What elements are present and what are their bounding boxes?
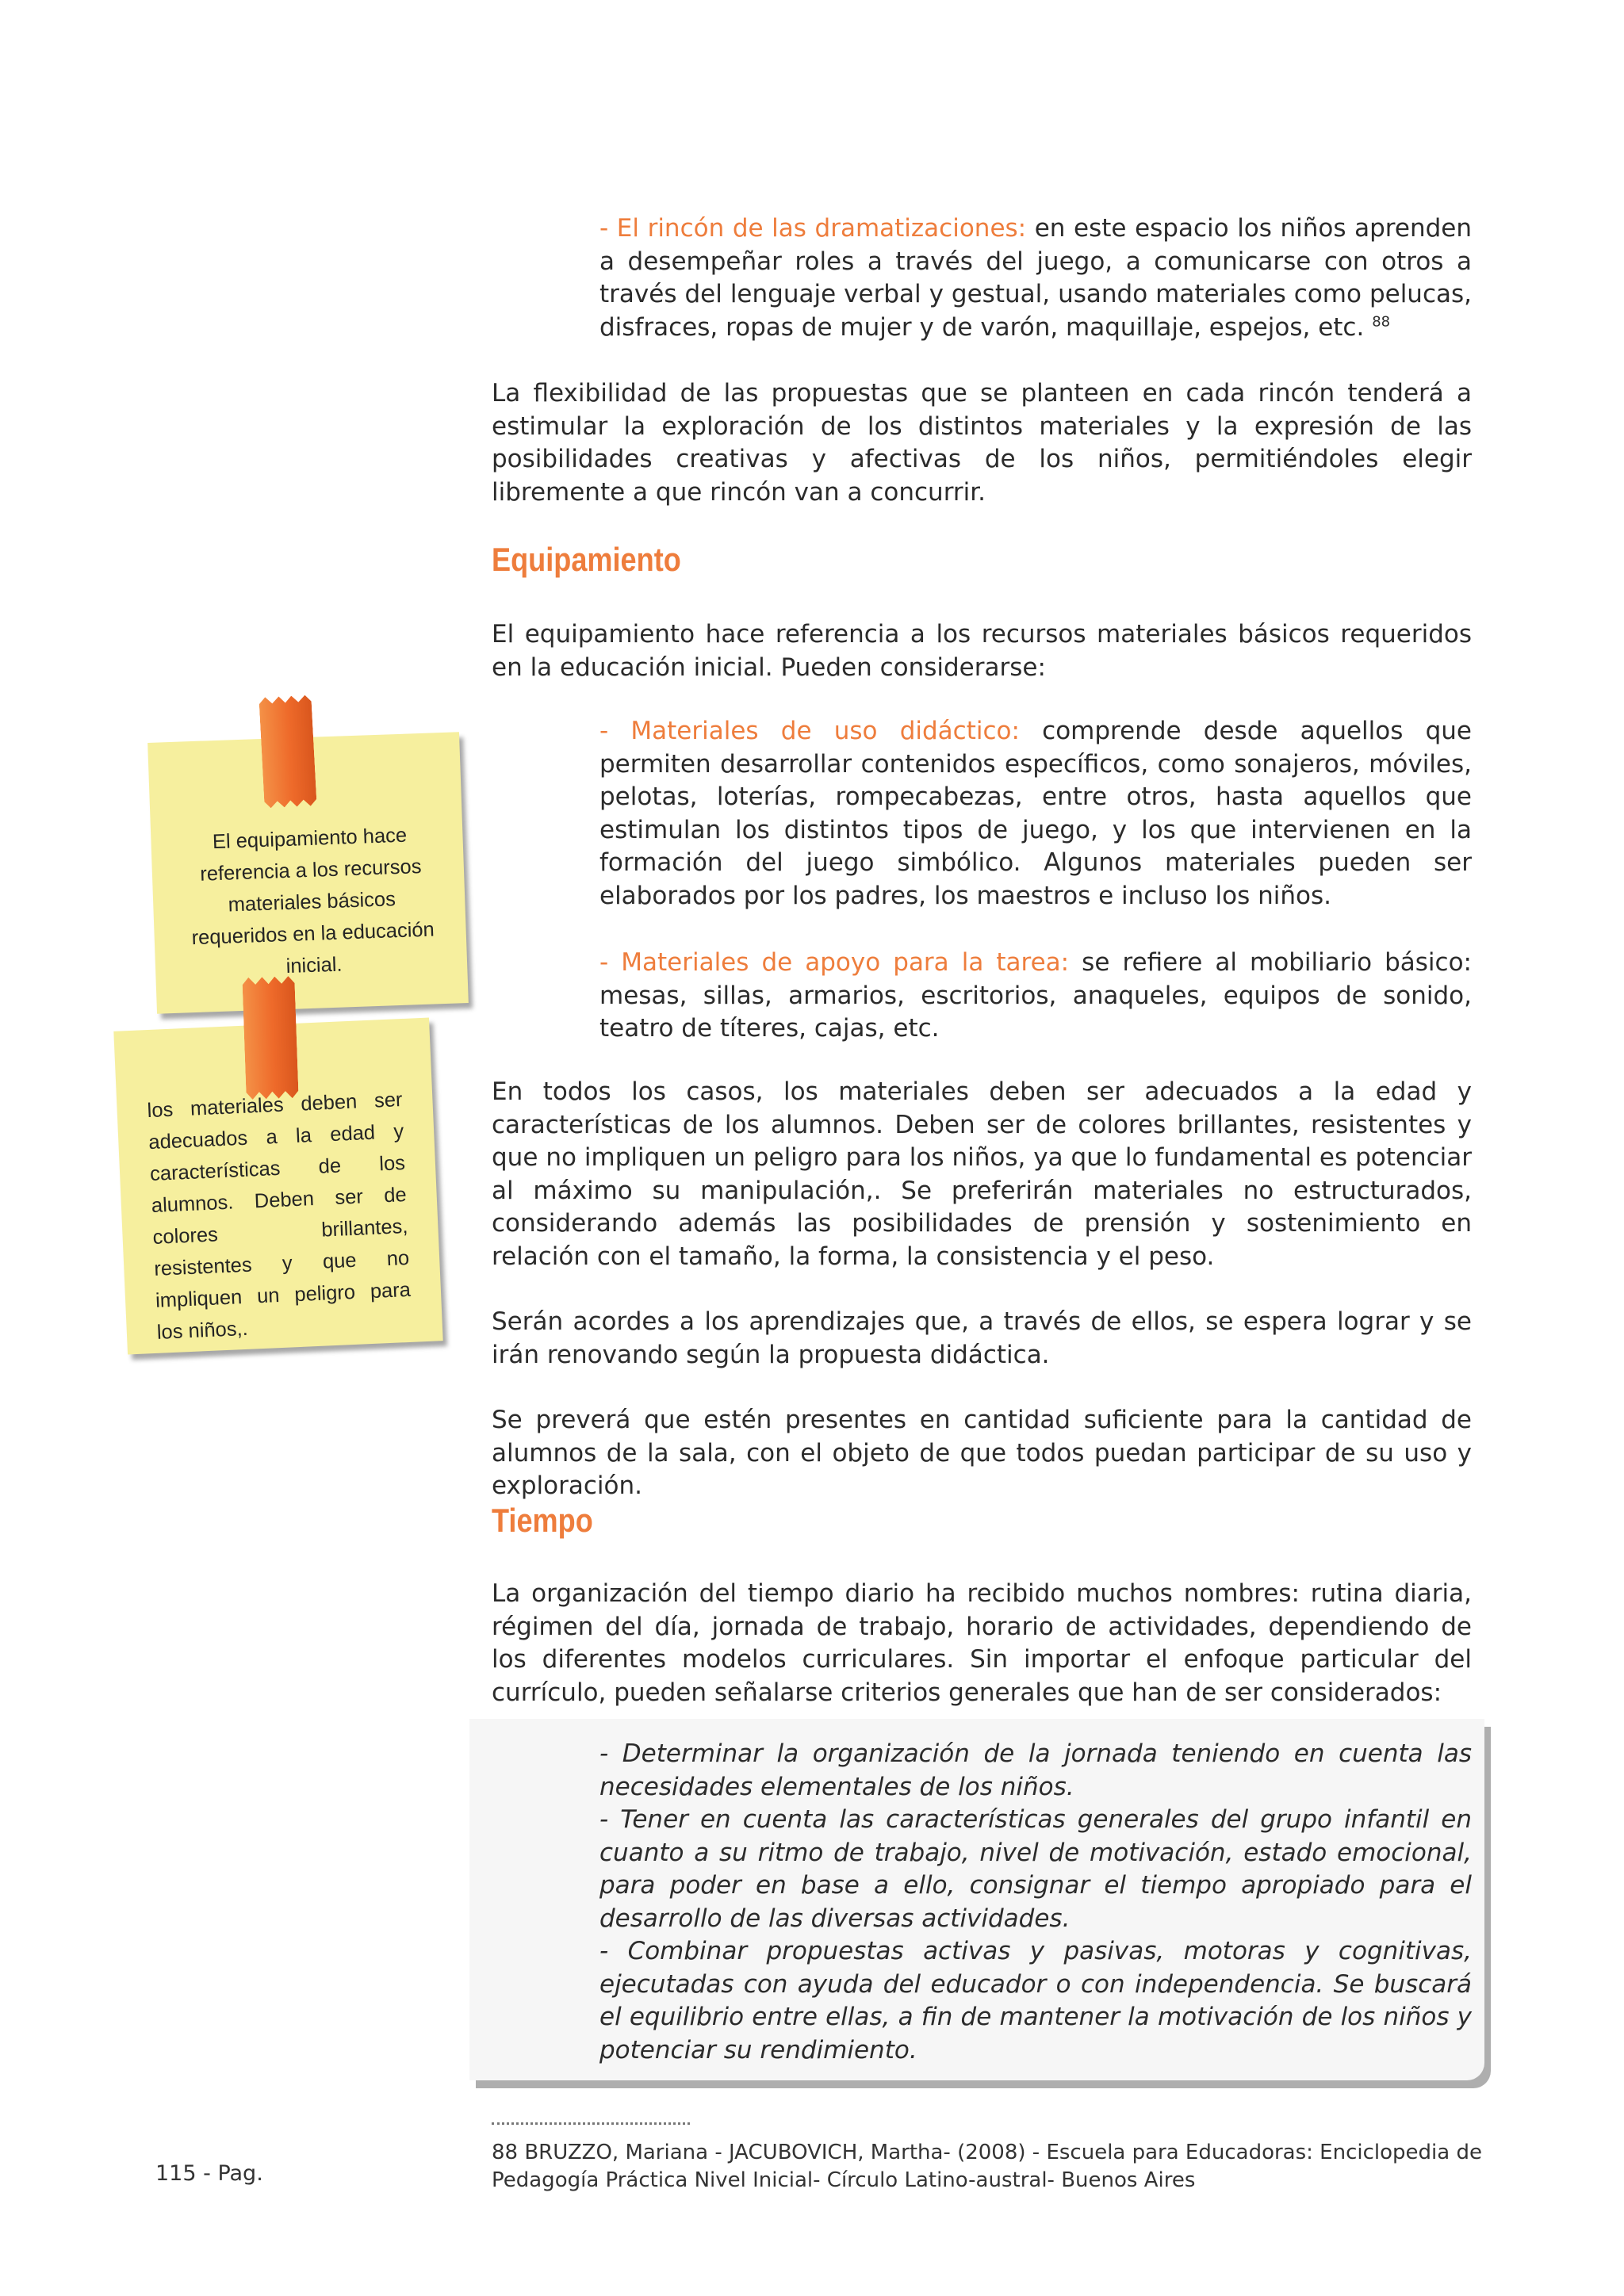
materiales-apoyo-text: se refiere al mobiliario básico: mesas, sillas, armarios, escritorios, anaqueles, equipos de sonido, teatro de títeres, cajas, etc. bbox=[599, 948, 1472, 1043]
equipamiento-intro: El equipamiento hace referencia a los recursos materiales básicos requeridos en la educación inicial. Pueden considerarse: bbox=[492, 620, 1472, 682]
criteria-item: - Tener en cuenta las características generales del grupo infantil en cuanto a su ritmo de trabajo, nivel de motivación, estado emocional, para poder en base a ello, consignar el tiempo apropiado para el desarrollo de las diversas actividades. bbox=[599, 1805, 1472, 1933]
equipamiento-paragraph-1: En todos los casos, los materiales deben ser adecuados a la edad y características de los alumnos. Deben ser de colores brillantes, resistentes y que no impliquen un peligro para los niños, ya que lo fundamental es potenciar al máximo su manipulación,. Se preferirán materiales no estructurados, considerando además las posibilidades de prensión y sostenimiento en relación con el tamaño, la forma, la consistencia y el peso. bbox=[492, 1077, 1472, 1271]
tiempo-intro: La organización del tiempo diario ha recibido muchos nombres: rutina diaria, régimen del día, jornada de trabajo, horario de actividades, dependiendo de los diferentes modelos curriculares. Sin importar el enfoque particular del currículo, pueden señalarse criterios generales que han de ser considerados: bbox=[492, 1579, 1472, 1707]
tape-icon bbox=[242, 976, 298, 1100]
tiempo-heading: Tiempo bbox=[492, 1502, 593, 1539]
dramatizaciones-text: en este espacio los niños aprenden a desempeñar roles a través del juego, a comunicarse con otros a través del lenguaje verbal y gestual, usando materiales como pelucas, disfraces, ropas de mujer y de varón, maquillaje, espejos, etc. bbox=[599, 214, 1472, 342]
dramatizaciones-paragraph bbox=[599, 212, 1472, 344]
footnote: 88 BRUZZO, Mariana - JACUBOVICH, Martha- (2008) - Escuela para Educadoras: Enciclopedia de Pedagogía Práctica Nivel Inicial- Círculo Latino-austral- Buenos Aires bbox=[492, 2141, 1482, 2192]
flexibilidad-paragraph: La flexibilidad de las propuestas que se planteen en cada rincón tenderá a estimular la exploración de los distintos materiales y la expresión de las posibilidades creativas y afectivas de los niños, permitiéndoles elegir libremente a que rincón van a concurrir. bbox=[492, 379, 1472, 507]
materiales-didactico-label: - Materiales de uso didáctico: bbox=[599, 717, 1020, 745]
equipamiento-paragraph-2: Serán acordes a los aprendizajes que, a través de ellos, se espera lograr y se irán renovando según la propuesta didáctica. bbox=[492, 1307, 1472, 1369]
materiales-apoyo-item bbox=[599, 947, 1472, 1046]
materiales-didactico-text: comprende desde aquellos que permiten desarrollar contenidos específicos, como sonajeros, móviles, pelotas, loterías, rompecabezas, entre otros, hasta aquellos que estimulan los distintos tipos de juego, y los que intervienen en la formación del juego simbólico. Algunos materiales pueden ser elaborados por los padres, los maestros e incluso los niños. bbox=[599, 717, 1473, 910]
dramatizaciones-label: - El rincón de las dramatizaciones: bbox=[599, 214, 1027, 243]
sticky-note-2-text: los materiales deben ser adecuados a la edad y características de los alumnos. Deben ser de colores brillantes, resistentes y que no impliquen un peligro para los niños,. bbox=[147, 1089, 412, 1344]
equipamiento-paragraph-3: Se preverá que estén presentes en cantidad suficiente para la cantidad de alumnos de la sala, con el objeto de que todos puedan participar de su uso y exploración. bbox=[492, 1406, 1472, 1500]
criteria-item: - Determinar la organización de la jornada teniendo en cuenta las necesidades elementales de los niños. bbox=[599, 1739, 1472, 1801]
criteria-list bbox=[599, 1738, 1472, 2067]
tape-icon bbox=[259, 695, 316, 808]
footnote-separator bbox=[492, 2122, 690, 2125]
page-number: 115 - Pag. bbox=[155, 2161, 263, 2186]
materiales-didactico-item bbox=[599, 715, 1472, 913]
footnote-ref: 88 bbox=[1372, 313, 1391, 331]
sticky-note-1-text: El equipamiento hace referencia a los recursos materiales básicos requeridos en la educación inicial. bbox=[191, 824, 435, 978]
equipamiento-heading: Equipamiento bbox=[492, 541, 681, 578]
materiales-apoyo-label: - Materiales de apoyo para la tarea: bbox=[599, 948, 1070, 977]
criteria-item: - Combinar propuestas activas y pasivas, motoras y cognitivas, ejecutadas con ayuda del educador o con independencia. Se buscará el equilibrio entre ellas, a fin de mantener la motivación de los niños y potenciar su rendimiento. bbox=[599, 1937, 1472, 2064]
